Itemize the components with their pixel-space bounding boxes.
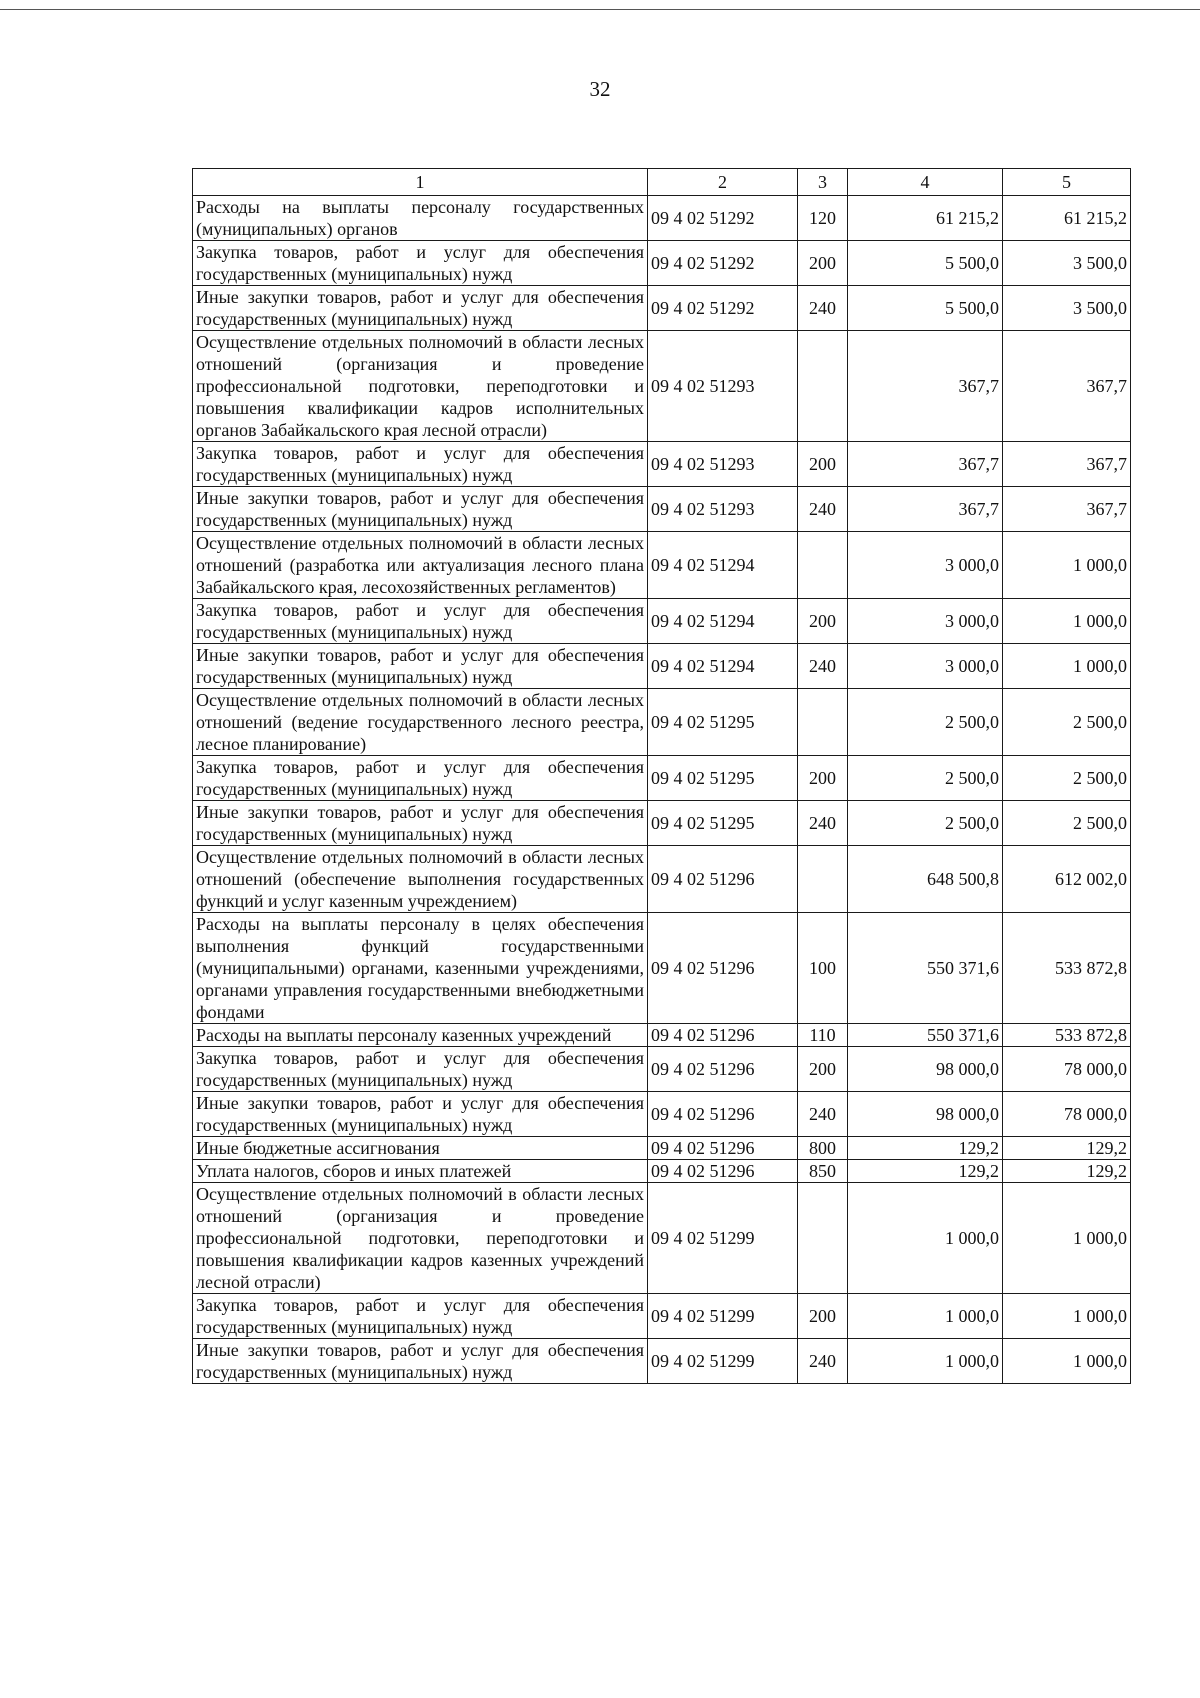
row-code: 09 4 02 51296 (648, 846, 798, 913)
row-code: 09 4 02 51293 (648, 487, 798, 532)
row-amount-col5: 61 215,2 (1003, 196, 1131, 241)
row-expense-type (798, 689, 848, 756)
row-name: Иные закупки товаров, работ и услуг для обеспечения государственных (муниципальных) нужд (193, 1339, 648, 1384)
row-code: 09 4 02 51292 (648, 241, 798, 286)
row-name: Расходы на выплаты персоналу казенных учреждений (193, 1024, 648, 1047)
row-name: Закупка товаров, работ и услуг для обеспечения государственных (муниципальных) нужд (193, 442, 648, 487)
row-amount-col4: 129,2 (848, 1160, 1003, 1183)
row-code: 09 4 02 51296 (648, 1024, 798, 1047)
table-row (193, 532, 1131, 599)
row-expense-type: 200 (798, 756, 848, 801)
table-row (193, 846, 1131, 913)
budget-table (192, 168, 1131, 1384)
header-col-5: 5 (1003, 169, 1131, 196)
row-amount-col5: 2 500,0 (1003, 801, 1131, 846)
row-amount-col5: 1 000,0 (1003, 1183, 1131, 1294)
row-amount-col4: 98 000,0 (848, 1092, 1003, 1137)
row-name: Иные бюджетные ассигнования (193, 1137, 648, 1160)
table-row (193, 801, 1131, 846)
row-amount-col5: 3 500,0 (1003, 241, 1131, 286)
row-name: Иные закупки товаров, работ и услуг для обеспечения государственных (муниципальных) нужд (193, 487, 648, 532)
row-amount-col4: 367,7 (848, 487, 1003, 532)
row-name: Иные закупки товаров, работ и услуг для обеспечения государственных (муниципальных) нужд (193, 1092, 648, 1137)
header-row (193, 169, 1131, 196)
row-name: Закупка товаров, работ и услуг для обеспечения государственных (муниципальных) нужд (193, 756, 648, 801)
row-expense-type (798, 532, 848, 599)
row-expense-type: 200 (798, 599, 848, 644)
table-row (193, 913, 1131, 1024)
row-code: 09 4 02 51295 (648, 801, 798, 846)
header-col-1: 1 (193, 169, 648, 196)
table-row (193, 756, 1131, 801)
row-amount-col5: 2 500,0 (1003, 756, 1131, 801)
row-code: 09 4 02 51296 (648, 1137, 798, 1160)
row-code: 09 4 02 51293 (648, 331, 798, 442)
row-amount-col4: 1 000,0 (848, 1294, 1003, 1339)
row-amount-col5: 129,2 (1003, 1160, 1131, 1183)
row-amount-col5: 78 000,0 (1003, 1092, 1131, 1137)
row-name: Осуществление отдельных полномочий в области лесных отношений (обеспечение выполнения государственных функций и услуг казенным учреждением) (193, 846, 648, 913)
row-expense-type: 240 (798, 644, 848, 689)
row-amount-col4: 61 215,2 (848, 196, 1003, 241)
row-expense-type: 240 (798, 286, 848, 331)
table-row (193, 1160, 1131, 1183)
table-body (193, 196, 1131, 1384)
row-amount-col4: 648 500,8 (848, 846, 1003, 913)
row-code: 09 4 02 51292 (648, 286, 798, 331)
row-code: 09 4 02 51296 (648, 1160, 798, 1183)
row-amount-col5: 367,7 (1003, 487, 1131, 532)
row-amount-col4: 3 000,0 (848, 532, 1003, 599)
row-amount-col5: 612 002,0 (1003, 846, 1131, 913)
row-amount-col4: 2 500,0 (848, 801, 1003, 846)
row-expense-type (798, 1183, 848, 1294)
table-row (193, 286, 1131, 331)
row-expense-type: 200 (798, 1294, 848, 1339)
row-expense-type: 240 (798, 487, 848, 532)
row-code: 09 4 02 51294 (648, 599, 798, 644)
row-expense-type: 800 (798, 1137, 848, 1160)
row-amount-col4: 367,7 (848, 442, 1003, 487)
row-amount-col4: 550 371,6 (848, 1024, 1003, 1047)
row-code: 09 4 02 51294 (648, 532, 798, 599)
table-row (193, 1092, 1131, 1137)
row-code: 09 4 02 51296 (648, 1092, 798, 1137)
table-row (193, 599, 1131, 644)
table-row (193, 241, 1131, 286)
row-name: Расходы на выплаты персоналу в целях обеспечения выполнения функций государственными (муниципальными) органами, казенными учреждениями, органами управления государственными внебюджетными фондами (193, 913, 648, 1024)
table-row (193, 644, 1131, 689)
top-border-line (0, 9, 1200, 10)
row-amount-col4: 3 000,0 (848, 644, 1003, 689)
row-amount-col4: 550 371,6 (848, 913, 1003, 1024)
row-name: Закупка товаров, работ и услуг для обеспечения государственных (муниципальных) нужд (193, 1047, 648, 1092)
row-name: Закупка товаров, работ и услуг для обеспечения государственных (муниципальных) нужд (193, 241, 648, 286)
row-name: Уплата налогов, сборов и иных платежей (193, 1160, 648, 1183)
row-name: Расходы на выплаты персоналу государственных (муниципальных) органов (193, 196, 648, 241)
row-amount-col5: 1 000,0 (1003, 1339, 1131, 1384)
row-expense-type: 850 (798, 1160, 848, 1183)
row-expense-type: 120 (798, 196, 848, 241)
row-expense-type: 200 (798, 442, 848, 487)
row-amount-col5: 1 000,0 (1003, 644, 1131, 689)
row-code: 09 4 02 51295 (648, 689, 798, 756)
row-expense-type: 110 (798, 1024, 848, 1047)
row-name: Осуществление отдельных полномочий в области лесных отношений (организация и проведение профессиональной подготовки, переподготовки и повышения квалификации кадров казенных учреждений лесной отрасли) (193, 1183, 648, 1294)
row-amount-col4: 1 000,0 (848, 1339, 1003, 1384)
header-col-3: 3 (798, 169, 848, 196)
row-expense-type (798, 331, 848, 442)
row-amount-col5: 78 000,0 (1003, 1047, 1131, 1092)
row-amount-col5: 367,7 (1003, 442, 1131, 487)
row-amount-col4: 129,2 (848, 1137, 1003, 1160)
row-expense-type: 240 (798, 801, 848, 846)
row-name: Закупка товаров, работ и услуг для обеспечения государственных (муниципальных) нужд (193, 599, 648, 644)
table-row (193, 487, 1131, 532)
table-row (193, 1047, 1131, 1092)
row-amount-col4: 98 000,0 (848, 1047, 1003, 1092)
row-expense-type: 100 (798, 913, 848, 1024)
row-name: Осуществление отдельных полномочий в области лесных отношений (разработка или актуализация лесного плана Забайкальского края, лесохозяйственных регламентов) (193, 532, 648, 599)
row-amount-col4: 2 500,0 (848, 689, 1003, 756)
table-row (193, 1339, 1131, 1384)
table-row (193, 331, 1131, 442)
row-amount-col4: 367,7 (848, 331, 1003, 442)
row-amount-col4: 2 500,0 (848, 756, 1003, 801)
row-name: Иные закупки товаров, работ и услуг для обеспечения государственных (муниципальных) нужд (193, 286, 648, 331)
row-code: 09 4 02 51294 (648, 644, 798, 689)
table-row (193, 1137, 1131, 1160)
row-expense-type: 240 (798, 1092, 848, 1137)
table-row (193, 1024, 1131, 1047)
row-expense-type: 200 (798, 241, 848, 286)
row-amount-col5: 367,7 (1003, 331, 1131, 442)
header-col-4: 4 (848, 169, 1003, 196)
row-expense-type: 240 (798, 1339, 848, 1384)
row-amount-col5: 1 000,0 (1003, 532, 1131, 599)
row-expense-type: 200 (798, 1047, 848, 1092)
table-header (193, 169, 1131, 196)
row-amount-col5: 533 872,8 (1003, 913, 1131, 1024)
row-amount-col5: 129,2 (1003, 1137, 1131, 1160)
table-row (193, 442, 1131, 487)
row-name: Закупка товаров, работ и услуг для обеспечения государственных (муниципальных) нужд (193, 1294, 648, 1339)
row-name: Иные закупки товаров, работ и услуг для обеспечения государственных (муниципальных) нужд (193, 801, 648, 846)
row-name: Осуществление отдельных полномочий в области лесных отношений (ведение государственного лесного реестра, лесное планирование) (193, 689, 648, 756)
row-code: 09 4 02 51296 (648, 1047, 798, 1092)
row-name: Осуществление отдельных полномочий в области лесных отношений (организация и проведение профессиональной подготовки, переподготовки и повышения квалификации кадров исполнительных органов Забайкальского края лесной отрасли) (193, 331, 648, 442)
row-code: 09 4 02 51293 (648, 442, 798, 487)
row-expense-type (798, 846, 848, 913)
table-row (193, 1294, 1131, 1339)
table-row (193, 689, 1131, 756)
row-amount-col4: 5 500,0 (848, 241, 1003, 286)
row-code: 09 4 02 51299 (648, 1294, 798, 1339)
header-col-2: 2 (648, 169, 798, 196)
row-name: Иные закупки товаров, работ и услуг для обеспечения государственных (муниципальных) нужд (193, 644, 648, 689)
row-amount-col4: 3 000,0 (848, 599, 1003, 644)
row-amount-col5: 1 000,0 (1003, 1294, 1131, 1339)
row-code: 09 4 02 51296 (648, 913, 798, 1024)
row-amount-col5: 2 500,0 (1003, 689, 1131, 756)
row-code: 09 4 02 51299 (648, 1183, 798, 1294)
row-amount-col5: 1 000,0 (1003, 599, 1131, 644)
row-code: 09 4 02 51292 (648, 196, 798, 241)
row-code: 09 4 02 51295 (648, 756, 798, 801)
table-row (193, 1183, 1131, 1294)
row-amount-col4: 1 000,0 (848, 1183, 1003, 1294)
row-code: 09 4 02 51299 (648, 1339, 798, 1384)
row-amount-col4: 5 500,0 (848, 286, 1003, 331)
row-amount-col5: 533 872,8 (1003, 1024, 1131, 1047)
page-number: 32 (589, 77, 611, 101)
table-row (193, 196, 1131, 241)
row-amount-col5: 3 500,0 (1003, 286, 1131, 331)
